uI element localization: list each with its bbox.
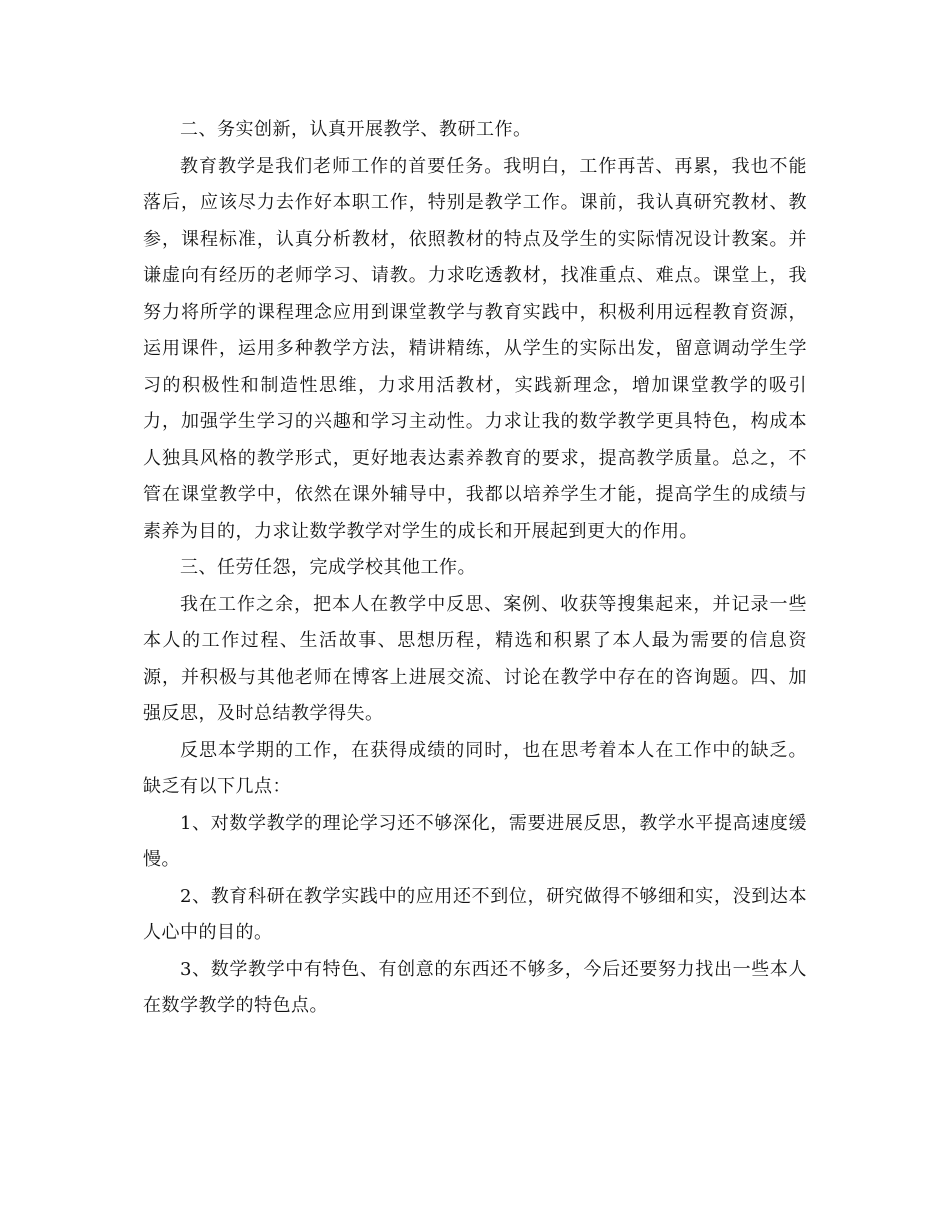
body-paragraph: 教育教学是我们老师工作的首要任务。我明白，工作再苦、再累，我也不能落后，应该尽力去作好本职工作，特别是教学工作。课前，我认真研究教材、教参，课程标准，认真分析教材，依照教材的特点及学生的实际情况设计教案。并谦虚向有经历的老师学习、请教。力求吃透教材，找准重点、难点。课堂上，我努力将所学的课程理念应用到课堂教学与教育实践中，积极利用远程教育资源，运用课件，运用多种教学方法，精讲精练，从学生的实际出发，留意调动学生学习的积极性和制造性思维，力求用活教材，实践新理念，增加课堂教学的吸引力，加强学生学习的兴趣和学习主动性。力求让我的数学教学更具特色，构成本人独具风格的教学形式，更好地表达素养教育的要求，提高教学质量。总之，不管在课堂教学中，依然在课外辅导中，我都以培养学生才能，提高学生的成绩与素养为目的，力求让数学教学对学生的成长和开展起到更大的作用。 xyxy=(143,155,807,542)
section-heading-3: 三、任劳任怨，完成学校其他工作。 xyxy=(180,557,476,578)
list-item-3: 3、数学教学中有特色、有创意的东西还不够多，今后还要努力找出一些本人在数学教学的特色点。 xyxy=(143,958,807,1016)
document-body xyxy=(143,112,807,1025)
list-item-2: 2、教育科研在教学实践中的应用还不到位，研究做得不够细和实，没到达本人心中的目的。 xyxy=(143,885,807,943)
body-paragraph: 我在工作之余，把本人在教学中反思、案例、收获等搜集起来，并记录一些本人的工作过程、生活故事、思想历程，精选和积累了本人最为需要的信息资源，并积极与其他老师在博客上进展交流、讨论在教学中存在的咨询题。四、加强反思，及时总结教学得失。 xyxy=(143,593,807,724)
list-item-1: 1、对数学教学的理论学习还不够深化，需要进展反思，教学水平提高速度缓慢。 xyxy=(143,812,807,870)
body-paragraph: 反思本学期的工作，在获得成绩的同时，也在思考着本人在工作中的缺乏。缺乏有以下几点： xyxy=(143,739,807,797)
section-heading-2: 二、务实创新，认真开展教学、教研工作。 xyxy=(180,119,532,140)
